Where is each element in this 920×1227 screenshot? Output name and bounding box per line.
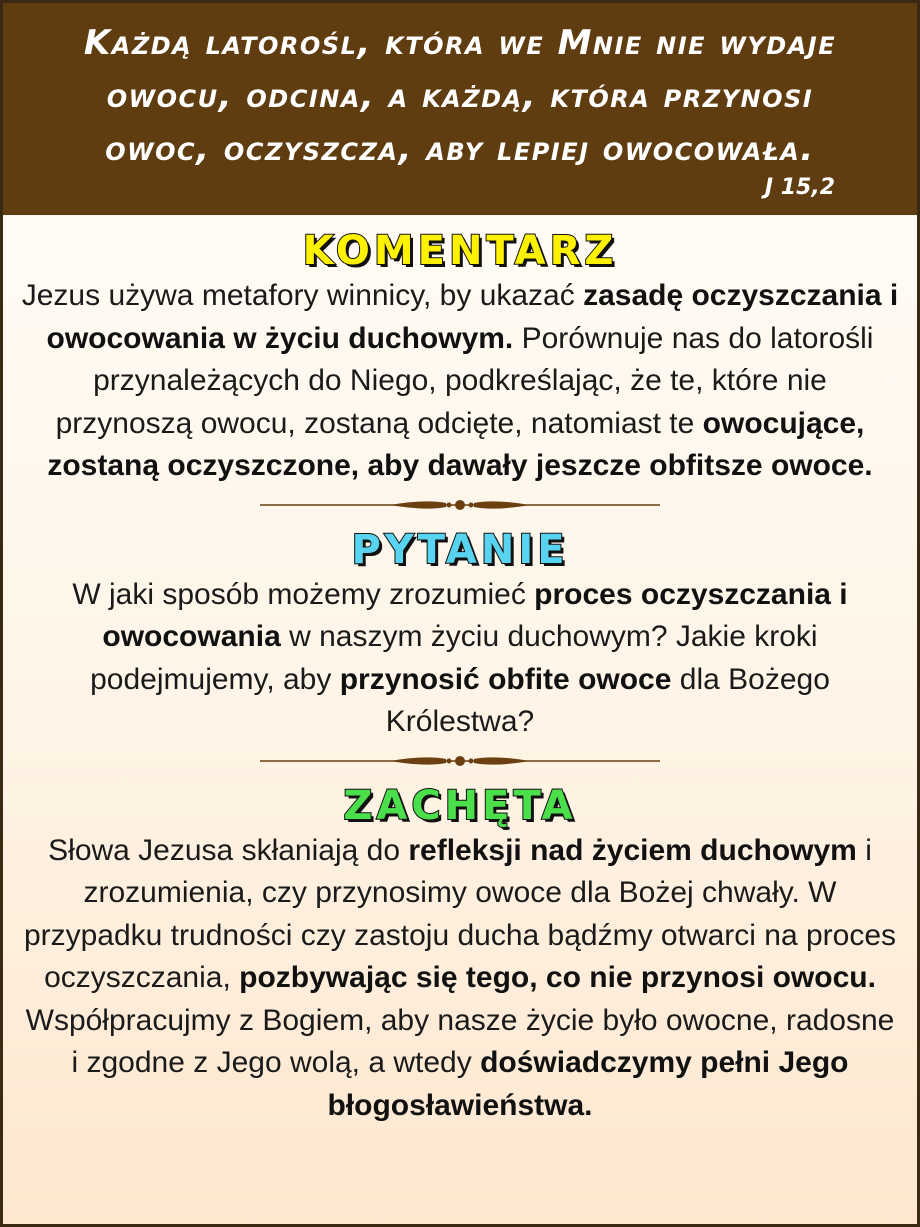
comment-heading: KOMENTARZ bbox=[302, 228, 618, 274]
ornament-divider-icon bbox=[260, 754, 660, 768]
text-run: Porównuje nas do latorośli przynależących do Niego, podkreślając, że te, które nie przynoszą owocu, zostaną odcięte, natomiast te bbox=[55, 321, 874, 440]
quote-line: owoc, oczyszcza, aby lepiej owocowała. bbox=[105, 129, 815, 169]
text-run: Współpracujmy z Bogiem, aby nasze życie było owocne, radosne i zgodne z Jego wolą, a wtedy bbox=[25, 1003, 895, 1079]
bold-run: refleksji nad życiem duchowym bbox=[408, 833, 857, 867]
quote-line: owocu, odcina, a każdą, która przynosi bbox=[106, 76, 814, 116]
comment-text bbox=[3, 275, 917, 488]
bold-run: przynosić obfite owoce bbox=[339, 662, 672, 696]
ornament-divider bbox=[3, 744, 917, 778]
question-heading: PYTANIE bbox=[351, 526, 569, 573]
ornament-divider-icon bbox=[260, 498, 660, 512]
ornament-divider bbox=[3, 488, 917, 522]
encouragement-heading: ZACHĘTA bbox=[343, 782, 577, 829]
question-text bbox=[3, 574, 917, 744]
text-run: Słowa Jezusa skłaniają do bbox=[48, 833, 409, 867]
text-run: i zrozumienia, czy przynosimy owoce dla Bożej chwały. W przypadku trudności czy zastoju ducha bądźmy otwarci na proces oczyszczania, bbox=[23, 833, 897, 994]
bold-run: proces oczyszczania i owocowania bbox=[102, 577, 848, 653]
text-run: Jezus używa metafory winnicy, by ukazać bbox=[21, 279, 584, 312]
encouragement-text bbox=[3, 830, 917, 1128]
text-run: w naszym życiu duchowym? Jakie kroki podejmujemy, aby bbox=[90, 620, 818, 696]
text-run: W jaki sposób możemy zrozumieć bbox=[72, 577, 535, 611]
quote-line: Każdą latorośl, która we Mnie nie wydaje bbox=[83, 23, 837, 63]
bold-run: pozbywając się tego, co nie przynosi owocu. bbox=[239, 961, 876, 994]
bold-run: doświadczymy pełni Jego błogosławieństwa. bbox=[327, 1046, 849, 1122]
content bbox=[3, 3, 917, 1127]
text-run: dla Bożego Królestwa? bbox=[385, 662, 830, 738]
bold-run: zasadę oczyszczania i owocowania w życiu duchowym. bbox=[46, 279, 899, 355]
bold-run: owocujące, zostaną oczyszczone, aby dawały jeszcze obfitsze owoce. bbox=[47, 406, 873, 482]
scripture-reference: J 15,2 bbox=[764, 175, 835, 200]
